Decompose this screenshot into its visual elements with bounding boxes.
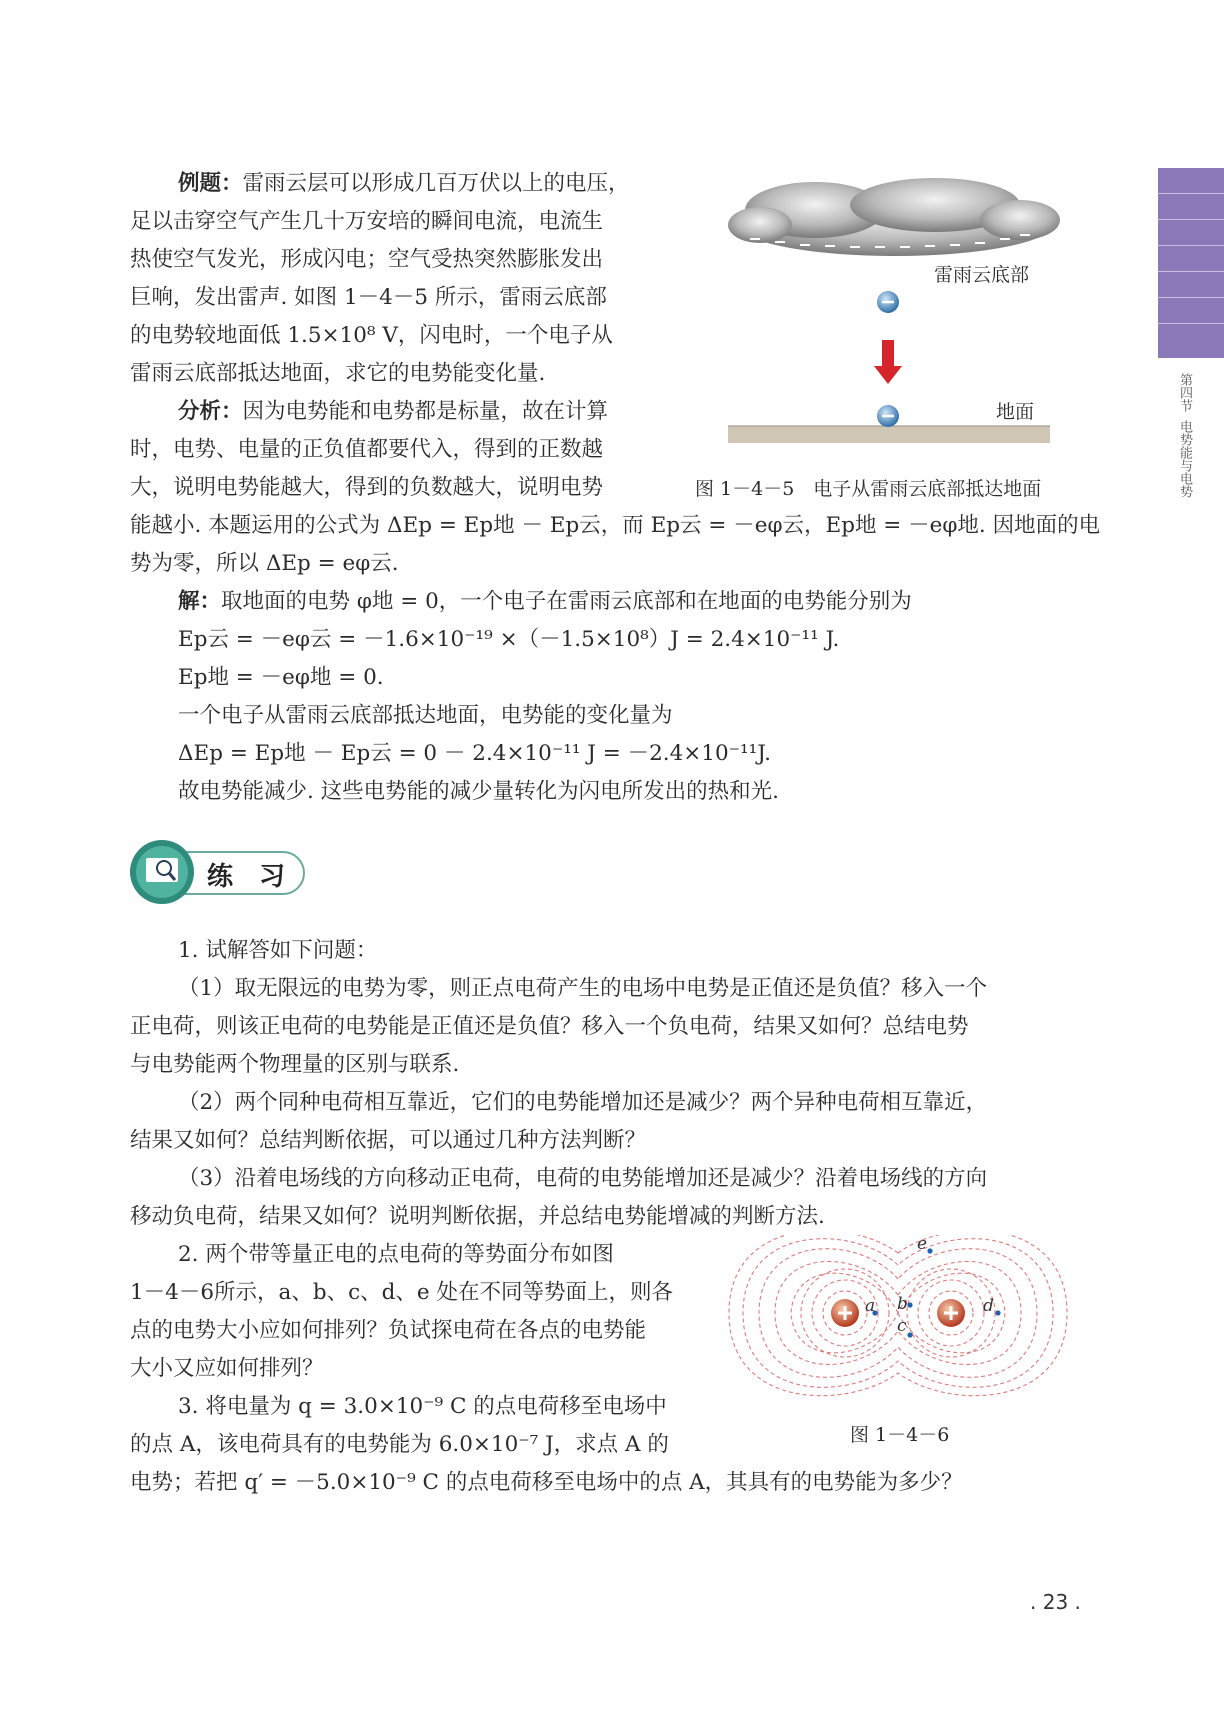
down-arrow: [874, 340, 902, 384]
analysis-line-3: 大，说明电势能越大，得到的负数越大，说明电势: [130, 475, 604, 500]
analysis-line-5: 势为零，所以 ΔEp = eφ云.: [130, 551, 399, 576]
q1b-line-2: 结果又如何？总结判断依据，可以通过几种方法判断？: [130, 1128, 647, 1153]
q2-line-3: 点的电势大小应如何排列？负试探电荷在各点的电势能: [130, 1318, 647, 1343]
ground-label: 地面: [996, 401, 1035, 423]
positive-charge-left: [831, 1299, 859, 1327]
solution-line-4: 一个电子从雷雨云底部抵达地面，电势能的变化量为: [178, 703, 673, 728]
figure-caption-1-4-6: 图 1－4－6: [850, 1424, 950, 1446]
example-line-3: 热使空气发光，形成闪电；空气受热突然膨胀发出: [130, 247, 604, 272]
cloud-label: 雷雨云底部: [934, 264, 1030, 286]
q1: 1. 试解答如下问题：: [178, 938, 378, 963]
solution-line-6: 故电势能减少. 这些电势能的减少量转化为闪电所发出的热和光.: [178, 779, 780, 804]
point-c-label: c: [897, 1316, 907, 1336]
solution-line-1: 解：取地面的电势 φ地 = 0，一个电子在雷雨云底部和在地面的电势能分别为: [178, 589, 912, 614]
analysis-line-2: 时，电势、电量的正负值都要代入，得到的正数越: [130, 437, 604, 462]
ground: [728, 426, 1050, 443]
q1b-line-1: （2）两个同种电荷相互靠近，它们的电势能增加还是减少？两个异种电荷相互靠近，: [178, 1090, 988, 1115]
figure-caption-1-4-5: 图 1－4－5 电子从雷雨云底部抵达地面: [695, 478, 1042, 500]
example-line-2: 足以击穿空气产生几十万安培的瞬间电流，电流生: [130, 209, 604, 234]
thundercloud: [728, 178, 1060, 256]
electron-top: [877, 291, 899, 313]
example-line-4: 巨响，发出雷声. 如图 1－4－5 所示，雷雨云底部: [130, 285, 607, 310]
q2-line-2: 1－4－6所示，a、b、c、d、e 处在不同等势面上，则各: [130, 1280, 673, 1305]
q1a-line-3: 与电势能两个物理量的区别与联系.: [130, 1052, 460, 1077]
analysis-line-4: 能越小. 本题运用的公式为 ΔEp = Ep地 － Ep云，而 Ep云 = －eφ云，Ep地 = －eφ地. 因地面的电: [130, 513, 1101, 538]
point-d-label: d: [983, 1296, 994, 1316]
positive-charge-right: [937, 1299, 965, 1327]
example-line-6: 雷雨云底部抵达地面，求它的电势能变化量.: [130, 361, 546, 386]
chapter-tab: [1158, 168, 1224, 358]
exercise-title: 练 习: [207, 862, 286, 892]
q2-line-4: 大小又应如何排列？: [130, 1356, 324, 1381]
figure-1-4-6: [725, 1235, 1070, 1420]
q2-line-1: 2. 两个带等量正电的点电荷的等势面分布如图: [178, 1242, 614, 1267]
electron-ground: [877, 405, 899, 427]
q1c-line-1: （3）沿着电场线的方向移动正电荷，电荷的电势能增加还是减少？沿着电场线的方向: [178, 1166, 988, 1191]
example-line-5: 的电势较地面低 1.5×10⁸ V，闪电时，一个电子从: [130, 323, 613, 348]
q1c-line-2: 移动负电荷，结果又如何？说明判断依据，并总结电势能增减的判断方法.: [130, 1204, 825, 1229]
q1a-line-1: （1）取无限远的电势为零，则正点电荷产生的电场中电势是正值还是负值？移入一个: [178, 976, 988, 1001]
solution-line-2: Ep云 = －eφ云 = －1.6×10⁻¹⁹ ×（－1.5×10⁸）J = 2.4×10⁻¹¹ J.: [178, 627, 840, 652]
solution-line-3: Ep地 = －eφ地 = 0.: [178, 665, 384, 690]
point-b-label: b: [897, 1294, 908, 1314]
q3-line-3: 电势；若把 q′ = －5.0×10⁻⁹ C 的点电荷移至电场中的点 A，其具有的电势能为多少？: [130, 1470, 963, 1495]
analysis-line-1: 分析：因为电势能和电势都是标量，故在计算: [178, 399, 609, 424]
point-e-label: e: [917, 1235, 928, 1254]
point-a-label: a: [865, 1296, 876, 1316]
q3-line-1: 3. 将电量为 q = 3.0×10⁻⁹ C 的点电荷移至电场中: [178, 1394, 667, 1419]
section-label: 第四节 电势能与电势: [1177, 373, 1192, 499]
q3-line-2: 的点 A，该电荷具有的电势能为 6.0×10⁻⁷ J，求点 A 的: [130, 1432, 669, 1457]
q1a-line-2: 正电荷，则该正电荷的电势能是正值还是负值？移入一个负电荷，结果又如何？总结电势: [130, 1014, 969, 1039]
solution-line-5: ΔEp = Ep地 － Ep云 = 0 － 2.4×10⁻¹¹ J = －2.4×10⁻¹¹J.: [178, 741, 772, 766]
page-number: . 23 .: [1030, 1590, 1081, 1614]
example-line-1: 例题：雷雨云层可以形成几百万伏以上的电压，: [178, 171, 630, 196]
